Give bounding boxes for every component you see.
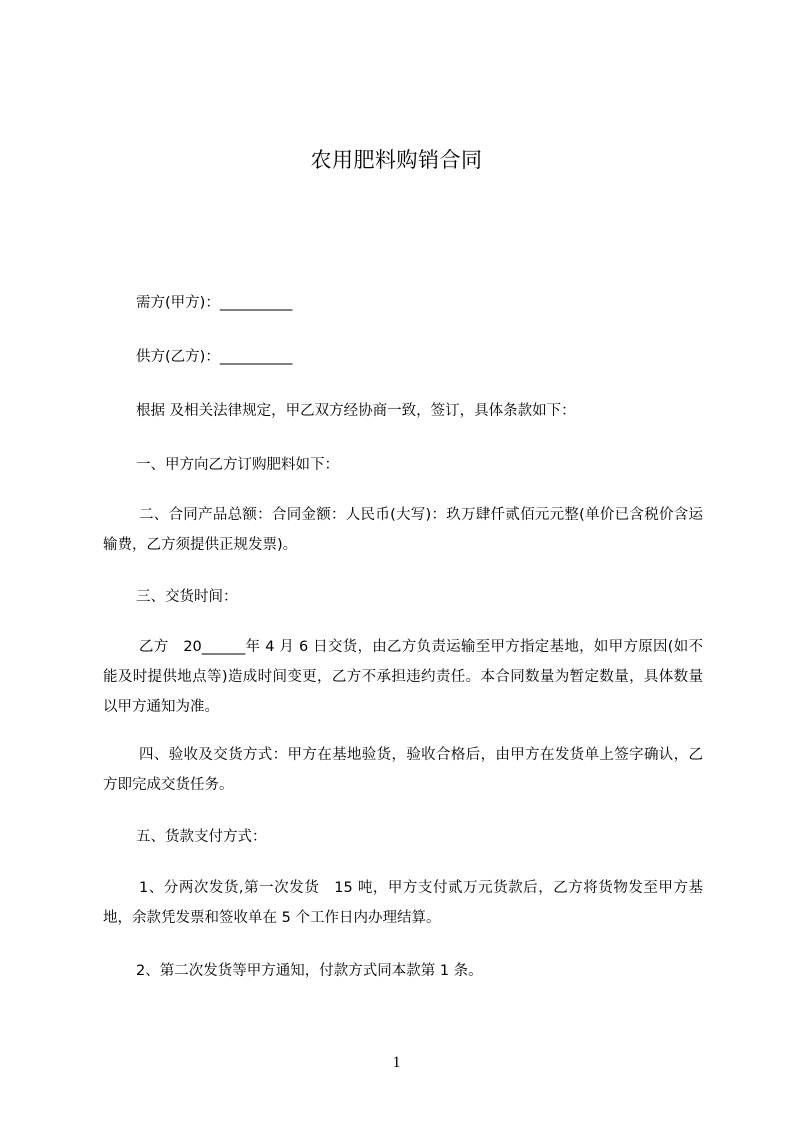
section-4-paragraph: 四、验收及交货方式：甲方在基地验货，验收合格后，由甲方在发货单上签字确认，乙方即完成交货任务。	[103, 747, 703, 793]
intro-paragraph: 根据 及相关法律规定，甲乙双方经协商一致，签订，具体条款如下：	[136, 403, 576, 419]
section-3-body: 乙方 20______年 4 月 6 日交货，由乙方负责运输至甲方指定基地，如甲方原因(如不能及时提供地点等)造成时间变更，乙方不承担违约责任。本合同数量为暂定数量，具体数量以甲方通知为准。	[103, 639, 703, 715]
contract-title: 农用肥料购销合同	[310, 148, 483, 172]
page-number: 1	[392, 1054, 401, 1071]
section-2-paragraph: 二、合同产品总额：合同金额：人民币(大写)：玖万肆仟贰佰元元整(单价已含税价含运输费，乙方须提供正规发票)。	[103, 507, 703, 553]
section-5-item-2: 2、第二次发货等甲方通知，付款方式同本款第 1 条。	[136, 963, 483, 979]
section-5-item-1: 1、分两次发货,第一次发货 15 吨，甲方支付贰万元货款后，乙方将货物发至甲方基地，余款凭发票和签收单在 5 个工作日内办理结算。	[103, 880, 703, 926]
section-1-heading: 一、甲方向乙方订购肥料如下：	[136, 457, 339, 473]
seller-party-line: 供方(乙方)：__________	[136, 349, 293, 365]
buyer-party-line: 需方(甲方)：__________	[136, 295, 293, 311]
section-3-heading: 三、交货时间：	[136, 589, 238, 605]
section-5-heading: 五、货款支付方式：	[136, 829, 267, 845]
